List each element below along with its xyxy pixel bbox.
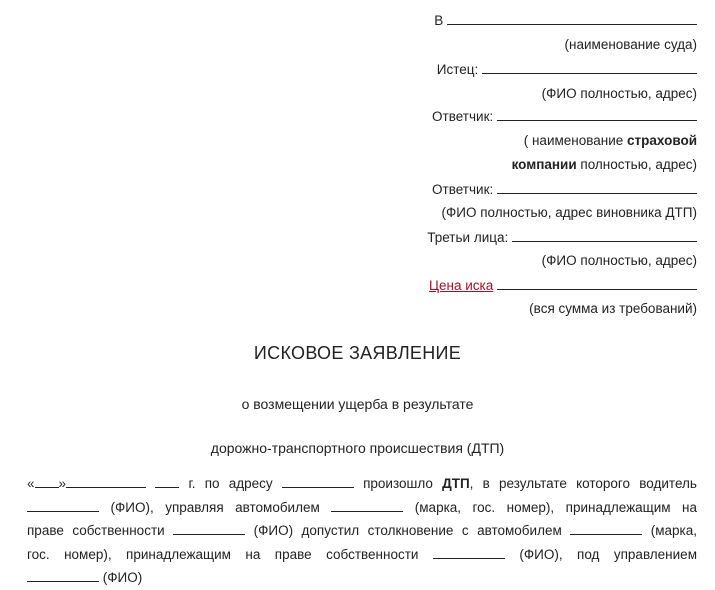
plaintiff-blank <box>482 61 697 74</box>
defendant2-hint: (ФИО полностью, адрес виновника ДТП) <box>441 205 697 220</box>
defendant1-blank <box>497 108 697 121</box>
defendant1-label: Ответчик: <box>432 109 494 124</box>
body-line-2 <box>27 496 697 520</box>
body-line-3 <box>27 519 697 543</box>
third-line <box>427 229 697 245</box>
price-blank <box>497 277 697 290</box>
body-line-1 <box>27 472 697 496</box>
price-link[interactable]: Цена иска <box>429 278 494 293</box>
blank-day <box>35 475 59 488</box>
body-line-4 <box>27 543 697 567</box>
document-title: ИСКОВОЕ ЗАЯВЛЕНИЕ <box>253 343 462 363</box>
body-line-5 <box>27 566 697 590</box>
subtitle-2: дорожно-транспортного происшествия (ДТП) <box>210 440 505 456</box>
defendant2-label: Ответчик: <box>432 182 494 197</box>
price-hint: (вся сумма из требований) <box>529 301 697 316</box>
blank-driver-2 <box>27 569 99 582</box>
court-hint: (наименование суда) <box>564 37 697 52</box>
defendant2-blank <box>497 181 697 194</box>
defendant1-hint-c: компании <box>511 157 577 172</box>
blank-owner-1 <box>173 522 245 535</box>
quote-open: « <box>27 476 35 491</box>
text-address: г. по адресу <box>188 476 273 491</box>
defendant1-hint-d: полностью, адрес) <box>576 157 697 172</box>
blank-owner-2 <box>433 546 505 559</box>
third-label: Третьи лица: <box>427 230 509 245</box>
third-blank <box>512 229 697 242</box>
court-line <box>434 12 697 28</box>
defendant1-hint-b: страховой <box>627 133 697 148</box>
text-collision: (ФИО) допустил столкновение с автомобилем <box>253 523 562 538</box>
defendant2-line <box>432 181 697 197</box>
text-driver: , в результате которого водитель <box>469 476 697 491</box>
text-plate-owned: гос. номер), принадлежащим на праве собственности <box>27 546 419 562</box>
defendant1-hint-1 <box>524 133 697 148</box>
text-ownership: праве собственности <box>27 523 165 538</box>
quote-close: » <box>58 476 67 491</box>
plaintiff-hint: (ФИО полностью, адрес) <box>541 86 697 101</box>
text-brand: (марка, <box>650 523 697 538</box>
blank-fio-1 <box>27 499 99 512</box>
price-line <box>429 277 697 293</box>
text-fio-last: (ФИО) <box>102 570 143 585</box>
court-prefix: В <box>434 13 444 28</box>
blank-car-1 <box>331 499 403 512</box>
text-dtp: ДТП <box>442 476 470 491</box>
text-driving: (ФИО), управляя автомобилем <box>110 499 320 515</box>
blank-month <box>66 475 146 488</box>
defendant1-hint-2 <box>512 157 697 172</box>
text-happened: произошло <box>363 476 433 491</box>
text-under-control: (ФИО), под управлением <box>519 546 697 562</box>
blank-car-2 <box>570 522 642 535</box>
body-paragraph <box>27 472 697 590</box>
text-owned: (марка, гос. номер), принадлежащим на <box>414 499 697 515</box>
blank-address <box>282 475 354 488</box>
defendant1-line <box>432 108 697 124</box>
plaintiff-line <box>437 61 697 77</box>
third-hint: (ФИО полностью, адрес) <box>541 253 697 268</box>
defendant1-hint-a: ( наименование <box>523 133 628 148</box>
subtitle-1: о возмещении ущерба в результате <box>241 396 474 412</box>
blank-year <box>155 475 179 488</box>
plaintiff-label: Истец: <box>436 62 479 77</box>
court-blank <box>447 12 697 25</box>
